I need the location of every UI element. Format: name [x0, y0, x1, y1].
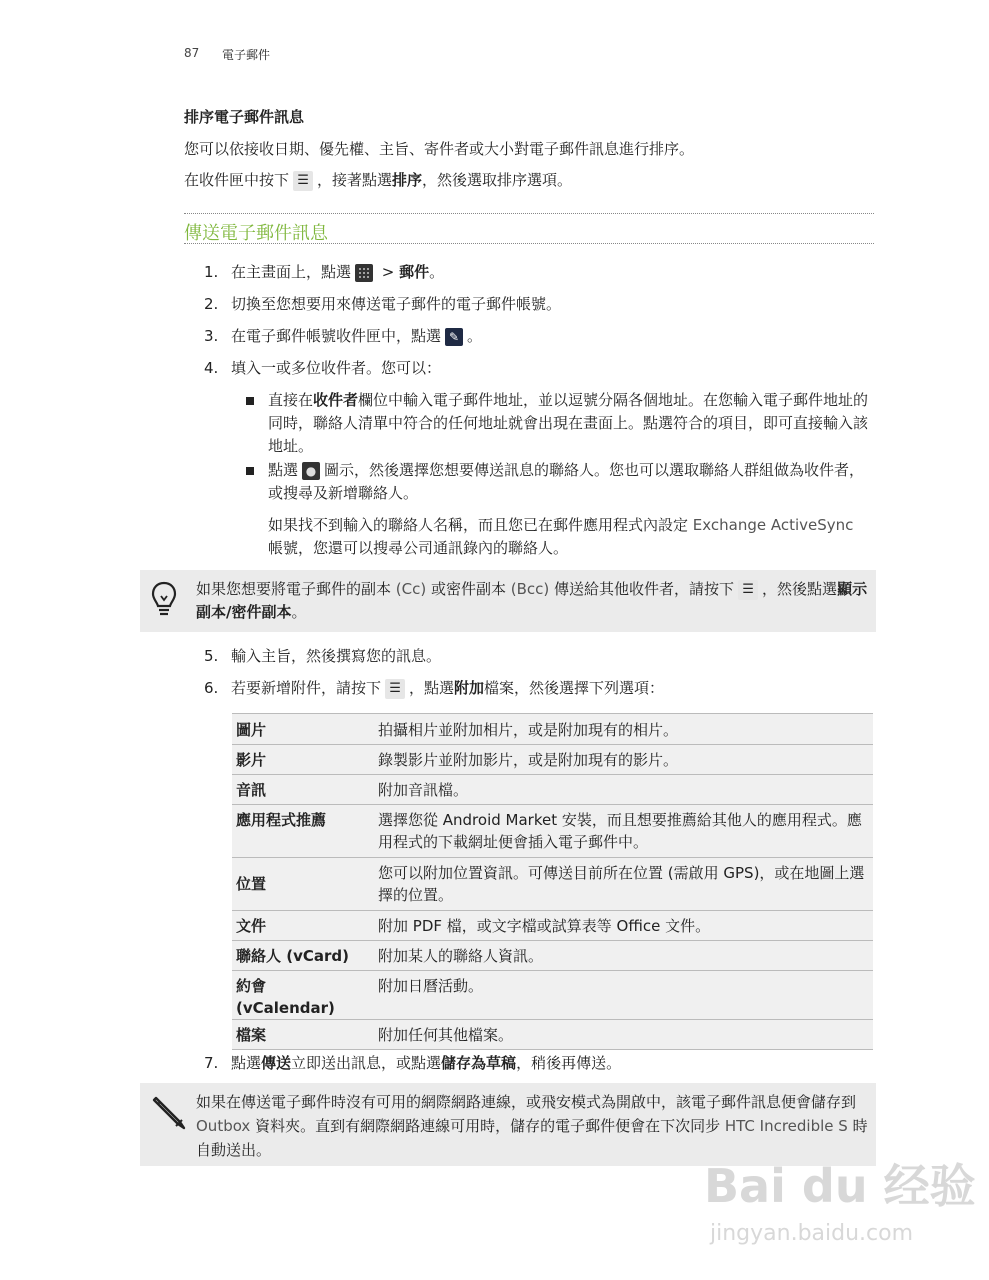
- bullet-text-2: 圖示，然後選擇您想要傳送訊息的聯絡人。您也可以選取聯絡人群組做為收件者，或搜尋及新增聯絡人。: [268, 461, 865, 502]
- menu-icon: ☰: [738, 580, 758, 600]
- divider-bottom: [184, 243, 874, 244]
- step-6: [204, 677, 664, 699]
- table-key: 影片: [232, 745, 374, 775]
- step-4: [204, 357, 441, 378]
- table-value: 附加某人的聯絡人資訊。: [374, 941, 873, 971]
- table-key: 應用程式推薦: [232, 805, 374, 858]
- bullet-2: [268, 459, 873, 505]
- table-key: 音訊: [232, 775, 374, 805]
- step-text-end: 。: [429, 263, 445, 281]
- chapter-title: 電子郵件: [222, 48, 271, 62]
- step-text-sep: >: [377, 263, 400, 281]
- watermark-url: jingyan.baidu.com: [710, 1221, 914, 1246]
- table-row: [232, 714, 873, 745]
- tip-part-4: ，然後點選: [762, 580, 838, 598]
- step-7: [204, 1052, 621, 1073]
- table-row: [232, 1020, 873, 1050]
- step-3: [204, 325, 482, 346]
- table-row: [232, 805, 873, 858]
- note-part-3: 時自動送出。: [196, 1117, 868, 1159]
- step-text: 在電子郵件帳號收件匣中，點選: [231, 327, 442, 345]
- bullet-1: [268, 389, 873, 458]
- step-text-end: 。: [467, 327, 483, 345]
- section-title: 傳送電子郵件訊息: [184, 223, 328, 244]
- table-value: 拍攝相片並附加相片，或是附加現有的相片。: [374, 714, 873, 745]
- table-value: 附加日曆活動。: [374, 971, 873, 1020]
- step-text-end: 檔案，然後選擇下列選項：: [484, 679, 665, 697]
- step-bold: 郵件: [399, 263, 430, 281]
- extra-text: 如果找不到輸入的聯絡人名稱，而且您已在郵件應用程式內設定: [268, 516, 689, 534]
- sort-heading: 排序電子郵件訊息: [184, 108, 305, 126]
- pencil-note-icon: [148, 1092, 188, 1132]
- attachment-options-table: [232, 713, 873, 1050]
- bullet-text-2: 欄位中輸入電子郵件地址，並以逗號分隔各個地址。在您輸入電子郵件地址的同時，聯絡人清單中符合的任何地址就會出現在畫面上。點選符合的項目，即可直接輸入該地址。: [268, 391, 869, 455]
- sort-instr-bold: 排序: [392, 171, 423, 189]
- step-bold: 附加: [454, 679, 485, 697]
- sort-instr-text-3: ，然後選取排序選項。: [422, 171, 573, 189]
- lightbulb-icon: [150, 580, 178, 620]
- page-number: 87: [184, 46, 200, 60]
- note-part-2: 資料夾。直到有網際網路連線可用時，儲存的電子郵件便會在下次同步: [255, 1117, 721, 1135]
- watermark-brand: Bai du 经验: [704, 1159, 976, 1213]
- table-key: 檔案: [232, 1020, 374, 1050]
- step-text: 點選: [231, 1054, 262, 1072]
- table-row: [232, 858, 873, 911]
- table-value: 附加 PDF 檔，或文字檔或試算表等 Office 文件。: [374, 911, 873, 941]
- table-key: 位置: [232, 858, 374, 911]
- bullet-marker: [246, 467, 254, 475]
- tip-text: [196, 578, 868, 624]
- step-text-end: ，稍後再傳送。: [516, 1054, 622, 1072]
- tip-bcc: (Bcc): [506, 580, 555, 598]
- step-number: 1.: [204, 263, 219, 281]
- table-row: [232, 775, 873, 805]
- table-value: 錄製影片並附加影片，或是附加現有的影片。: [374, 745, 873, 775]
- tip-part-5: 。: [291, 603, 307, 621]
- note-part: 如果在傳送電子郵件時沒有可用的網際網路連線，或飛安模式為開啟中，該電子郵件訊息便會儲存到: [196, 1093, 857, 1111]
- step-text: 若要新增附件，請按下: [231, 679, 382, 697]
- note-outbox: Outbox: [196, 1117, 256, 1135]
- step-text-2: 立即送出訊息，或點選: [291, 1054, 442, 1072]
- table-value: 附加任何其他檔案。: [374, 1020, 873, 1050]
- compose-pencil-icon: ✎: [445, 328, 463, 346]
- step-number: 2.: [204, 295, 219, 313]
- step-text: 切換至您想要用來傳送電子郵件的電子郵件帳號。: [231, 295, 562, 313]
- sort-instruction: [184, 169, 572, 191]
- table-row: [232, 971, 873, 1020]
- table-row: [232, 745, 873, 775]
- bullet-bold: 收件者: [313, 391, 359, 409]
- tip-part-3: 傳送給其他收件者，請按下: [554, 580, 735, 598]
- table-row: [232, 911, 873, 941]
- step-number: 4.: [204, 359, 219, 377]
- menu-icon: ☰: [293, 171, 313, 191]
- step-5: [204, 645, 441, 666]
- table-key: 約會 (vCalendar): [232, 971, 374, 1020]
- tip-part-2: 或密件副本: [430, 580, 506, 598]
- sort-instr-text-2: ，接著點選: [317, 171, 393, 189]
- tip-part: 如果您想要將電子郵件的副本: [196, 580, 392, 598]
- step-number: 3.: [204, 327, 219, 345]
- step-number: 6.: [204, 679, 219, 697]
- step-number: 7.: [204, 1054, 219, 1072]
- sort-instr-text: 在收件匣中按下: [184, 171, 290, 189]
- bullet-text: 直接在: [268, 391, 314, 409]
- step-number: 5.: [204, 647, 219, 665]
- table-row: [232, 941, 873, 971]
- step-bold: 傳送: [261, 1054, 292, 1072]
- step-1: [204, 261, 444, 282]
- bullet-text: 點選: [268, 461, 299, 479]
- table-value: 選擇您從 Android Market 安裝，而且想要推薦給其他人的應用程式。應用程式的下載網址便會插入電子郵件中。: [374, 805, 873, 858]
- step-2: [204, 293, 561, 314]
- baidu-watermark: [700, 1140, 980, 1250]
- note-device: HTC Incredible S: [720, 1117, 853, 1135]
- table-value: 您可以附加位置資訊。可傳送目前所在位置 (需啟用 GPS)，或在地圖上選擇的位置。: [374, 858, 873, 911]
- step-text: 填入一或多位收件者。您可以：: [231, 359, 442, 377]
- divider-top: [184, 213, 874, 214]
- tip-bold: 顯示副本/密件副本: [196, 580, 868, 621]
- extra-text-2: 帳號，您還可以搜尋公司通訊錄內的聯絡人。: [268, 539, 569, 557]
- contact-person-icon: ●: [302, 462, 320, 480]
- step-text-2: ，點選: [409, 679, 455, 697]
- tip-cc: (Cc): [391, 580, 431, 598]
- step-text: 輸入主旨，然後撰寫您的訊息。: [231, 647, 442, 665]
- sort-description: 您可以依接收日期、優先權、主旨、寄件者或大小對電子郵件訊息進行排序。: [184, 140, 695, 158]
- table-key: 文件: [232, 911, 374, 941]
- bullet-marker: [246, 397, 254, 405]
- table-value: 附加音訊檔。: [374, 775, 873, 805]
- step-text: 在主畫面上，點選: [231, 263, 352, 281]
- table-key: 聯絡人 (vCard): [232, 941, 374, 971]
- bullet-extra: [268, 514, 873, 560]
- extra-product: Exchange ActiveSync: [688, 516, 854, 534]
- table-key: 圖片: [232, 714, 374, 745]
- all-apps-icon: [355, 264, 373, 282]
- menu-icon: ☰: [385, 679, 405, 699]
- step-bold-2: 儲存為草稿: [441, 1054, 517, 1072]
